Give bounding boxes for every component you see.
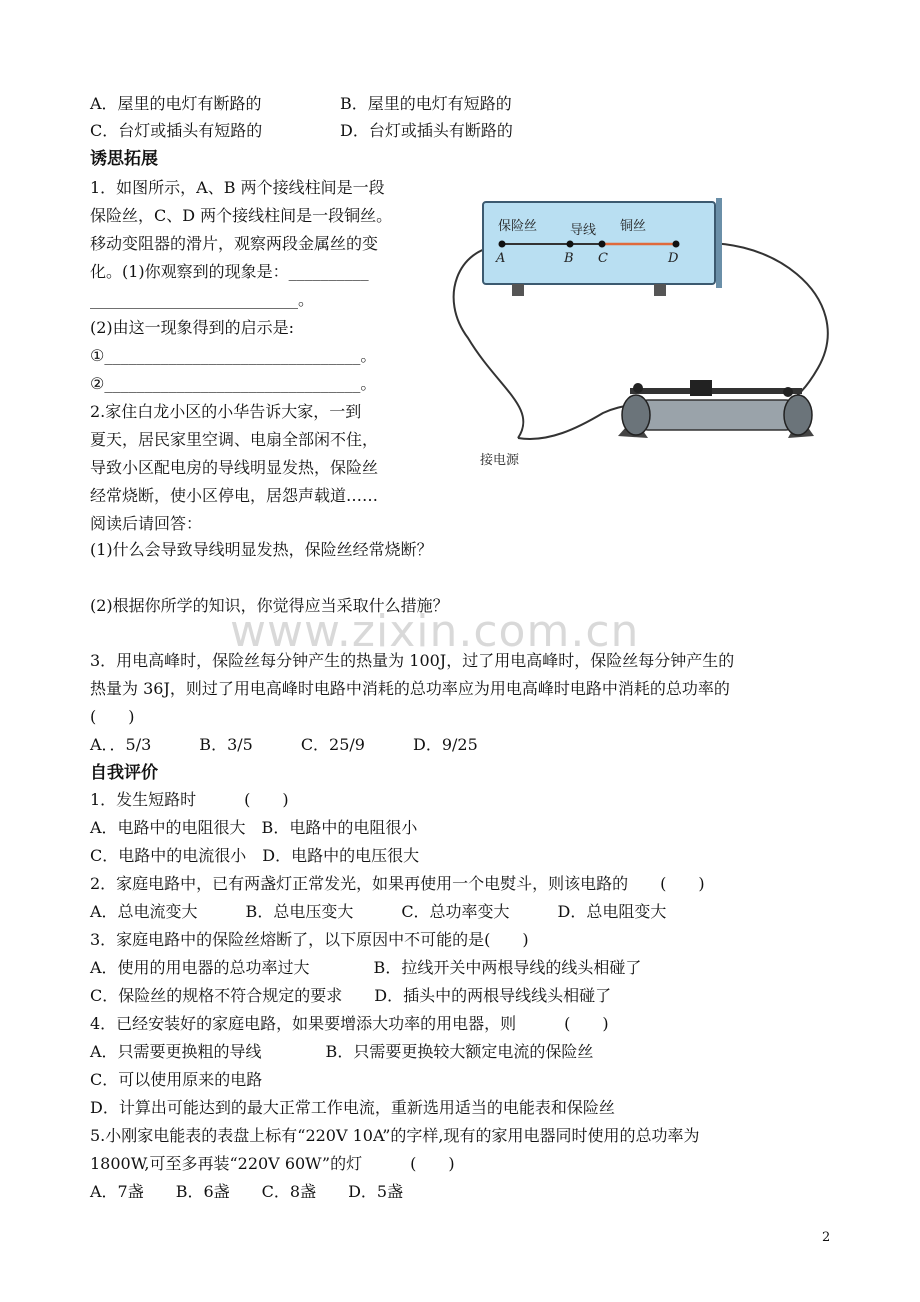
option-line: C．台灯或插头有短路的 xyxy=(90,121,263,140)
option-line: D．台灯或插头有断路的 xyxy=(340,121,513,140)
terminal-board xyxy=(483,198,722,296)
question-line: 1．发生短路时 ( ) xyxy=(90,790,289,809)
board-leg xyxy=(654,284,666,296)
rheostat-knob xyxy=(783,387,793,397)
option-line: C．保险丝的规格不符合规定的要求 D．插头中的两根导线线头相碰了 xyxy=(90,986,612,1005)
section-heading: 诱思拓展 xyxy=(90,149,158,169)
question-line: 2.家住白龙小区的小华告诉大家，一到 xyxy=(90,402,362,421)
page-number: 2 xyxy=(822,1230,831,1245)
section-heading: 自我评价 xyxy=(90,763,158,783)
label-wire: 导线 xyxy=(570,223,597,238)
label-c: C xyxy=(598,251,608,266)
question-line: (2)由这一现象得到的启示是: xyxy=(90,318,295,337)
rheostat-knob xyxy=(633,383,643,393)
question-line: __________________________。 xyxy=(90,290,315,309)
option-line: A．屋里的电灯有断路的 xyxy=(90,94,262,113)
terminal-a xyxy=(499,241,506,248)
question-line: 2．家庭电路中，已有两盏灯正常发光，如果再使用一个电熨斗，则该电路的 ( ) xyxy=(90,874,705,893)
question-line: 移动变阻器的滑片，观察两段金属丝的变 xyxy=(90,234,379,253)
question-line: (1)什么会导致导线明显发热，保险丝经常烧断？ xyxy=(90,540,433,559)
watermark: www.zixin.com.cn xyxy=(230,606,640,657)
question-line: 导致小区配电房的导线明显发热，保险丝 xyxy=(90,458,379,477)
answer-blank-line: ②________________________________。 xyxy=(90,374,377,393)
question-line: 1．如图所示，A、B 两个接线柱间是一段 xyxy=(90,178,385,197)
label-power: 接电源 xyxy=(480,453,520,468)
question-line: 热量为 36J，则过了用电高峰时电路中消耗的总功率应为用电高峰时电路中消耗的总功率的 xyxy=(90,679,730,698)
label-a: A xyxy=(496,251,506,266)
fuse-experiment-figure xyxy=(438,188,838,498)
rheostat-coil xyxy=(634,400,800,430)
option-line: B．屋里的电灯有短路的 xyxy=(340,94,512,113)
label-fuse: 保险丝 xyxy=(498,219,538,234)
question-line: 保险丝，C、D 两个接线柱间是一段铜丝。 xyxy=(90,206,393,225)
option-line: A．．5/3 B．3/5 C．25/9 D．9/25 xyxy=(90,735,478,754)
rheostat-end-right xyxy=(784,395,812,435)
question-line: 化。(1)你观察到的现象是：__________ xyxy=(90,262,369,281)
label-d: D xyxy=(668,251,679,266)
question-line: 经常烧断，使小区停电，居怨声载道…… xyxy=(90,486,379,505)
option-line: A．只需要更换粗的导线 B．只需要更换较大额定电流的保险丝 xyxy=(90,1042,594,1061)
question-line: 1800W,可至多再装“220V 60W”的灯 ( ) xyxy=(90,1154,455,1173)
label-copper: 铜丝 xyxy=(620,219,647,234)
board-leg xyxy=(512,284,524,296)
terminal-d xyxy=(673,241,680,248)
label-b: B xyxy=(564,251,574,266)
terminal-c xyxy=(599,241,606,248)
option-line: A．使用的用电器的总功率过大 B．拉线开关中两根导线的线头相碰了 xyxy=(90,958,642,977)
rheostat-rail xyxy=(630,388,802,394)
terminal-b xyxy=(567,241,574,248)
option-line: A．电路中的电阻很大 B．电路中的电阻很小 xyxy=(90,818,418,837)
answer-blank-line: ①________________________________。 xyxy=(90,346,377,365)
rheostat xyxy=(618,380,814,438)
option-line: C．电路中的电流很小 D．电路中的电压很大 xyxy=(90,846,420,865)
option-line: A．总电流变大 B．总电压变大 C．总功率变大 D．总电阻变大 xyxy=(90,902,667,921)
question-line: ( ) xyxy=(90,707,135,726)
question-line: 阅读后请回答： xyxy=(90,514,203,533)
option-line: A．7盏 B．6盏 C．8盏 D．5盏 xyxy=(90,1182,404,1201)
question-line: 夏天，居民家里空调、电扇全部闲不住， xyxy=(90,430,379,449)
option-line: D．计算出可能达到的最大正常工作电流，重新选用适当的电能表和保险丝 xyxy=(90,1098,615,1117)
question-line: (2)根据你所学的知识，你觉得应当采取什么措施？ xyxy=(90,596,449,615)
board-side xyxy=(716,198,722,288)
question-line: 5.小刚家电能表的表盘上标有“220V 10A”的字样,现有的家用电器同时使用的总功率为 xyxy=(90,1126,700,1145)
rheostat-slider xyxy=(690,380,712,396)
option-line: C．可以使用原来的电路 xyxy=(90,1070,263,1089)
rheostat-end-left xyxy=(622,395,650,435)
question-line: 3．家庭电路中的保险丝熔断了，以下原因中不可能的是( ) xyxy=(90,930,529,949)
question-line: 3．用电高峰时，保险丝每分钟产生的热量为 100J，过了用电高峰时，保险丝每分钟产生的 xyxy=(90,651,735,670)
question-line: 4．已经安装好的家庭电路，如果要增添大功率的用电器，则 ( ) xyxy=(90,1014,609,1033)
